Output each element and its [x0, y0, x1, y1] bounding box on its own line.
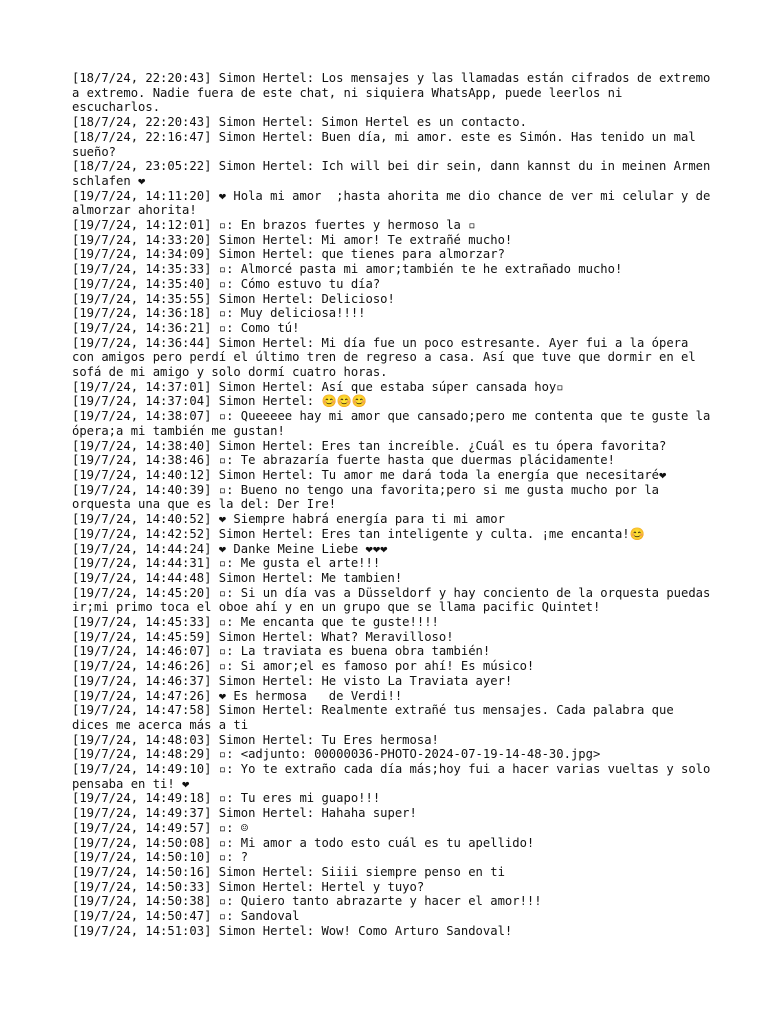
chat-line: [19/7/24, 14:50:47] ▫: Sandoval	[72, 909, 300, 924]
chat-line: [19/7/24, 14:50:33] Simon Hertel: Hertel y tuyo?	[72, 879, 425, 894]
chat-line: [19/7/24, 14:36:21] ▫: Como tú!	[72, 320, 300, 335]
chat-line: [19/7/24, 14:38:07] ▫: Queeeee hay mi amor que cansado;pero me contenta que te guste la ópera;a mi también me gustan!	[72, 409, 718, 438]
chat-line: [19/7/24, 14:46:37] Simon Hertel: He visto La Traviata ayer!	[72, 673, 513, 688]
chat-line: [19/7/24, 14:47:58] Simon Hertel: Realmente extrañé tus mensajes. Cada palabra que dices me acerca más a ti	[72, 703, 682, 732]
chat-line: [19/7/24, 14:50:08] ▫: Mi amor a todo esto cuál es tu apellido!	[72, 835, 535, 850]
chat-line: [19/7/24, 14:44:31] ▫: Me gusta el arte!!!	[72, 556, 381, 571]
chat-line: [19/7/24, 14:35:40] ▫: Cómo estuvo tu día?	[72, 276, 381, 291]
chat-line: [19/7/24, 14:48:29] ▫: <adjunto: 00000036-PHOTO-2024-07-19-14-48-30.jpg>	[72, 747, 601, 762]
chat-line: [19/7/24, 14:35:55] Simon Hertel: Delicioso!	[72, 291, 395, 306]
chat-line: [19/7/24, 14:46:26] ▫: Si amor;el es famoso por ahí! Es músico!	[72, 659, 535, 674]
chat-line: [19/7/24, 14:38:40] Simon Hertel: Eres tan increíble. ¿Cuál es tu ópera favorita?	[72, 438, 667, 453]
chat-line: [18/7/24, 22:16:47] Simon Hertel: Buen día, mi amor. este es Simón. Has tenido un mal sueño?	[72, 129, 704, 159]
chat-line: [19/7/24, 14:50:16] Simon Hertel: Siiii siempre penso en ti	[72, 864, 505, 879]
chat-line: [19/7/24, 14:45:59] Simon Hertel: What? Meravilloso!	[72, 629, 454, 644]
chat-line: [19/7/24, 14:48:03] Simon Hertel: Tu Eres hermosa!	[72, 732, 439, 747]
chat-line: [19/7/24, 14:46:07] ▫: La traviata es buena obra también!	[72, 644, 491, 659]
chat-line: [19/7/24, 14:49:37] Simon Hertel: Hahaha super!	[72, 806, 417, 821]
chat-line: [19/7/24, 14:37:01] Simon Hertel: Así que estaba súper cansada hoy▫	[72, 379, 564, 394]
chat-line: [19/7/24, 14:36:18] ▫: Muy deliciosa!!!!	[72, 306, 366, 321]
chat-line: [19/7/24, 14:36:44] Simon Hertel: Mi día fue un poco estresante. Ayer fui a la ópera con amigos pero perdí el último tren de regreso a casa. Así que tuve que dormir en el sofá de mi amigo y solo dormí cuatro horas.	[72, 335, 704, 380]
chat-line: [19/7/24, 14:42:52] Simon Hertel: Eres tan inteligente y culta. ¡me encanta!😊	[72, 526, 645, 541]
chat-line: [19/7/24, 14:44:48] Simon Hertel: Me tambien!	[72, 570, 403, 585]
chat-line: [19/7/24, 14:35:33] ▫: Almorcé pasta mi amor;también te he extrañado mucho!	[72, 262, 623, 277]
chat-line: [19/7/24, 14:38:46] ▫: Te abrazaría fuerte hasta que duermas plácidamente!	[72, 453, 615, 468]
chat-line: [19/7/24, 14:12:01] ▫: En brazos fuertes y hermoso la ▫	[72, 218, 476, 233]
chat-line: [19/7/24, 14:49:18] ▫: Tu eres mi guapo!!!	[72, 791, 381, 806]
chat-line: [19/7/24, 14:47:26] ❤ Es hermosa de Verdi!!	[72, 688, 403, 703]
chat-line: [19/7/24, 14:40:12] Simon Hertel: Tu amor me dará toda la energía que necesitaré❤	[72, 467, 667, 482]
chat-line: [19/7/24, 14:50:38] ▫: Quiero tanto abrazarte y hacer el amor!!!	[72, 894, 542, 909]
chat-line: [19/7/24, 14:49:57] ▫: ☺	[72, 820, 249, 835]
chat-transcript	[72, 71, 718, 938]
chat-line: [19/7/24, 14:49:10] ▫: Yo te extraño cada día más;hoy fui a hacer varias vueltas y solo pensaba en ti! ❤	[72, 762, 718, 791]
chat-line: [19/7/24, 14:34:09] Simon Hertel: que tienes para almorzar?	[72, 247, 505, 262]
chat-line: [19/7/24, 14:40:39] ▫: Bueno no tengo una favorita;pero si me gusta mucho por la orquesta una que es la del: Der Ire!	[72, 482, 667, 512]
chat-line: [19/7/24, 14:50:10] ▫: ?	[72, 850, 249, 865]
chat-line: [18/7/24, 22:20:43] Simon Hertel: Los mensajes y las llamadas están cifrados de extremo a extremo. Nadie fuera de este chat, ni siquiera WhatsApp, puede leerlos ni escucharlos.	[72, 71, 718, 115]
chat-line: [19/7/24, 14:45:20] ▫: Si un día vas a Düsseldorf y hay conciento de la orquesta puedas ir;mi primo toca el oboe ahí y en un grupo que se llama pacific Quintet!	[72, 585, 718, 615]
chat-line: [19/7/24, 14:37:04] Simon Hertel: 😊😊😊	[72, 394, 367, 409]
chat-line: [19/7/24, 14:33:20] Simon Hertel: Mi amor! Te extrañé mucho!	[72, 232, 513, 247]
chat-line: [19/7/24, 14:11:20] ❤ Hola mi amor ;hasta ahorita me dio chance de ver mi celular y de almorzar ahorita!	[72, 188, 718, 218]
chat-line: [19/7/24, 14:45:33] ▫: Me encanta que te guste!!!!	[72, 615, 439, 630]
chat-line: [19/7/24, 14:44:24] ❤ Danke Meine Liebe ❤❤❤	[72, 541, 388, 556]
chat-line: [18/7/24, 22:20:43] Simon Hertel: Simon Hertel es un contacto.	[72, 115, 527, 130]
chat-line: [19/7/24, 14:40:52] ❤ Siempre habrá energía para ti mi amor	[72, 512, 505, 527]
chat-line: [18/7/24, 23:05:22] Simon Hertel: Ich will bei dir sein, dann kannst du in meinen Armen schlafen ❤	[72, 159, 718, 188]
chat-line: [19/7/24, 14:51:03] Simon Hertel: Wow! Como Arturo Sandoval!	[72, 923, 513, 938]
